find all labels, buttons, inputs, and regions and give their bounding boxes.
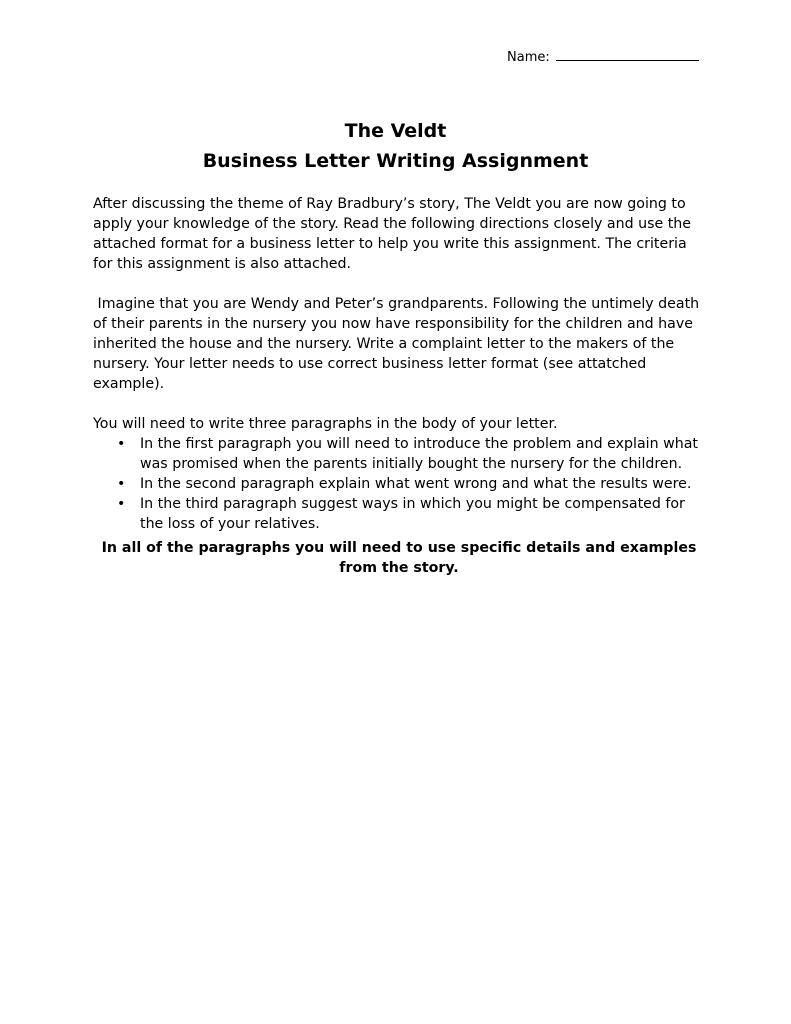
document-title: [0, 116, 791, 176]
list-item-text: In the first paragraph you will need to introduce the problem and explain what was promised when the parents initially bought the nursery for the children.: [140, 436, 698, 472]
assignment-body: [93, 194, 705, 534]
bullet-icon: •: [117, 436, 126, 452]
bullet-icon: •: [117, 476, 126, 492]
title-line-2: Business Letter Writing Assignment: [202, 150, 589, 172]
list-item: [93, 494, 705, 534]
intro-paragraph: After discussing the theme of Ray Bradbury’s story, The Veldt you are now going to apply your knowledge of the story. Read the following directions closely and use the attached format for a business letter to help you write this assignment. The criteria for this assignment is also attached.: [93, 196, 692, 272]
list-item-text: In the second paragraph explain what went wrong and what the results were.: [140, 476, 692, 492]
list-item: [93, 474, 705, 494]
list-item: [93, 434, 705, 474]
closing-note: In all of the paragraphs you will need to use specific details and examples from the story.: [101, 540, 697, 576]
paragraph-spacer: [93, 394, 705, 414]
name-blank: [556, 47, 699, 61]
paragraph-spacer: [93, 274, 705, 294]
title-line-1: The Veldt: [344, 120, 447, 142]
paragraph-requirements-list: [93, 434, 705, 534]
instructions-paragraph: You will need to write three paragraphs in the body of your letter.: [93, 416, 558, 432]
bullet-icon: •: [117, 496, 126, 512]
scenario-paragraph: Imagine that you are Wendy and Peter’s grandparents. Following the untimely death of their parents in the nursery you now have responsibility for the children and have inherited the house and the nursery. Write a complaint letter to the makers of the nursery. Your letter needs to use correct business letter format (see attatched example).: [93, 296, 704, 392]
name-label: Name:: [507, 50, 550, 65]
name-field-line: [507, 47, 699, 66]
list-item-text: In the third paragraph suggest ways in which you might be compensated for the loss of your relatives.: [140, 496, 685, 532]
